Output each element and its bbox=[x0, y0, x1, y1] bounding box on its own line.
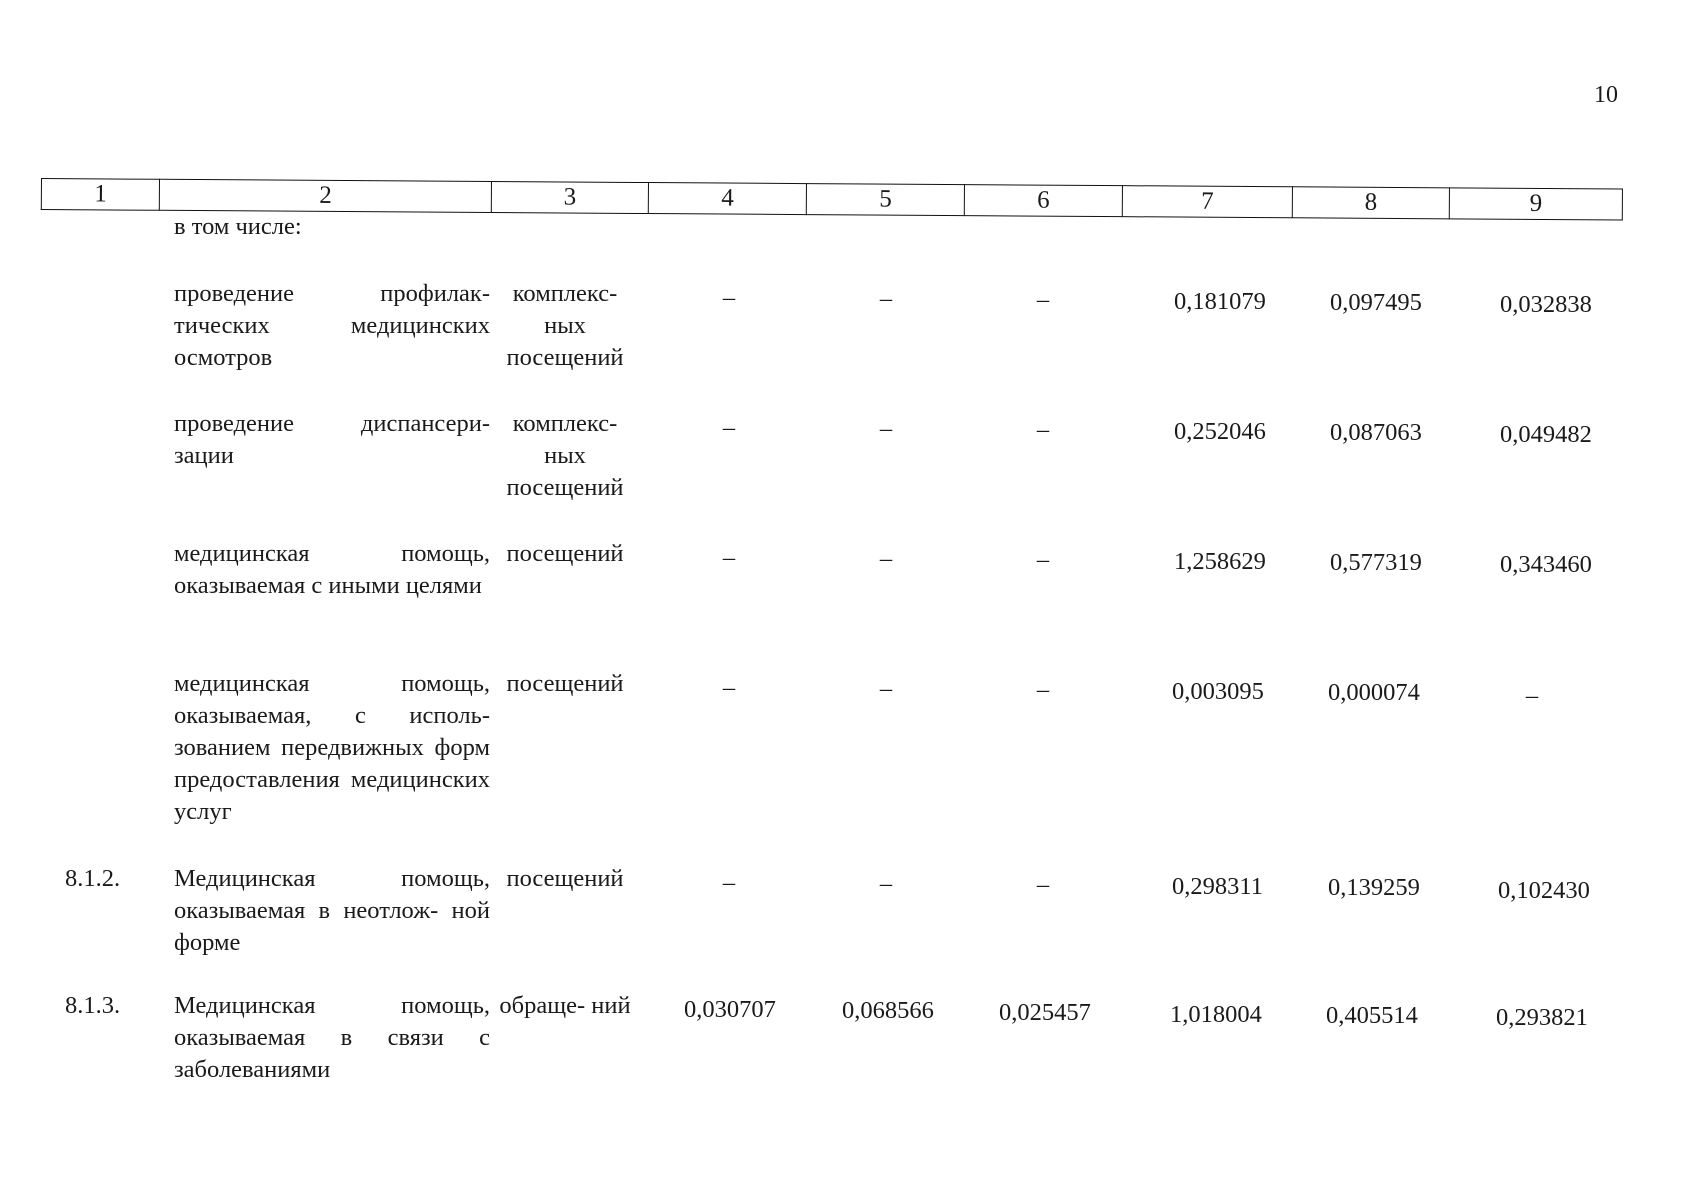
row-col9: – bbox=[1525, 682, 1539, 709]
row-col7: 0,181079 bbox=[1174, 288, 1266, 315]
row-col9: 0,049482 bbox=[1500, 421, 1592, 448]
row-col9: 0,032838 bbox=[1500, 291, 1592, 318]
row-col9: 0,293821 bbox=[1496, 1004, 1588, 1031]
row-number: 8.1.3. bbox=[65, 992, 121, 1019]
row-col5: – bbox=[879, 545, 893, 572]
row-col4: – bbox=[722, 674, 736, 701]
row-name: проведение диспансери- зации bbox=[174, 410, 490, 469]
row-col4: – bbox=[722, 544, 736, 571]
row-name: проведение профилак- тических медицинских осмотров bbox=[174, 280, 490, 371]
row-col7: 0,298311 bbox=[1172, 873, 1263, 900]
row-col4: 0,030707 bbox=[684, 996, 776, 1023]
row-col8: 0,087063 bbox=[1330, 419, 1422, 446]
header-col-2: 2 bbox=[160, 179, 492, 212]
row-col6: – bbox=[1036, 871, 1050, 898]
row-col5: – bbox=[879, 675, 893, 702]
row-col8: 0,000074 bbox=[1328, 679, 1420, 706]
row-col7: 1,258629 bbox=[1174, 548, 1266, 575]
row-number: 8.1.2. bbox=[65, 865, 121, 892]
row-col5: 0,068566 bbox=[842, 997, 934, 1024]
row-name: Медицинская помощь, оказываемая в связи с заболеваниями bbox=[174, 992, 490, 1083]
row-name: Медицинская помощь, оказываемая в неотлож- ной форме bbox=[174, 865, 490, 956]
row-col5: – bbox=[879, 870, 893, 897]
row-unit: посещений bbox=[506, 865, 624, 892]
row-unit: посещений bbox=[506, 540, 624, 567]
row-col9: 0,102430 bbox=[1498, 877, 1590, 904]
row-col7: 1,018004 bbox=[1170, 1001, 1262, 1028]
row-col8: 0,577319 bbox=[1330, 549, 1422, 576]
row-col6: – bbox=[1036, 416, 1050, 443]
header-col-5: 5 bbox=[806, 184, 964, 216]
row-col8: 0,097495 bbox=[1330, 289, 1422, 316]
row-unit: обраще- ний bbox=[499, 992, 631, 1019]
header-col-6: 6 bbox=[964, 185, 1122, 217]
row-unit: комплекс- ных посещений bbox=[506, 410, 624, 501]
row-col6: 0,025457 bbox=[999, 999, 1091, 1026]
row-col6: – bbox=[1036, 286, 1050, 313]
header-col-9: 9 bbox=[1449, 188, 1622, 220]
row-col4: – bbox=[722, 869, 736, 896]
row-name: медицинская помощь, оказываемая, с исполь- зованием передвижных форм предоставления медицинских услуг bbox=[174, 670, 490, 825]
row-col4: – bbox=[722, 284, 736, 311]
row-col7: 0,252046 bbox=[1174, 418, 1266, 445]
intro-text: в том числе: bbox=[174, 213, 302, 240]
row-col6: – bbox=[1036, 546, 1050, 573]
row-col5: – bbox=[879, 285, 893, 312]
row-unit: комплекс- ных посещений bbox=[506, 280, 624, 371]
header-col-4: 4 bbox=[648, 183, 806, 215]
header-col-1: 1 bbox=[41, 179, 159, 211]
row-col7: 0,003095 bbox=[1172, 678, 1264, 705]
row-col9: 0,343460 bbox=[1500, 551, 1592, 578]
row-col4: – bbox=[722, 414, 736, 441]
row-unit: посещений bbox=[506, 670, 624, 697]
header-col-7: 7 bbox=[1122, 186, 1292, 218]
row-col5: – bbox=[879, 415, 893, 442]
row-name: медицинская помощь, оказываемая с иными целями bbox=[174, 540, 490, 599]
row-col8: 0,405514 bbox=[1326, 1002, 1418, 1029]
row-col6: – bbox=[1036, 676, 1050, 703]
header-col-8: 8 bbox=[1292, 187, 1449, 219]
header-col-3: 3 bbox=[491, 181, 648, 213]
row-col8: 0,139259 bbox=[1328, 874, 1420, 901]
page-number: 10 bbox=[1594, 82, 1618, 108]
